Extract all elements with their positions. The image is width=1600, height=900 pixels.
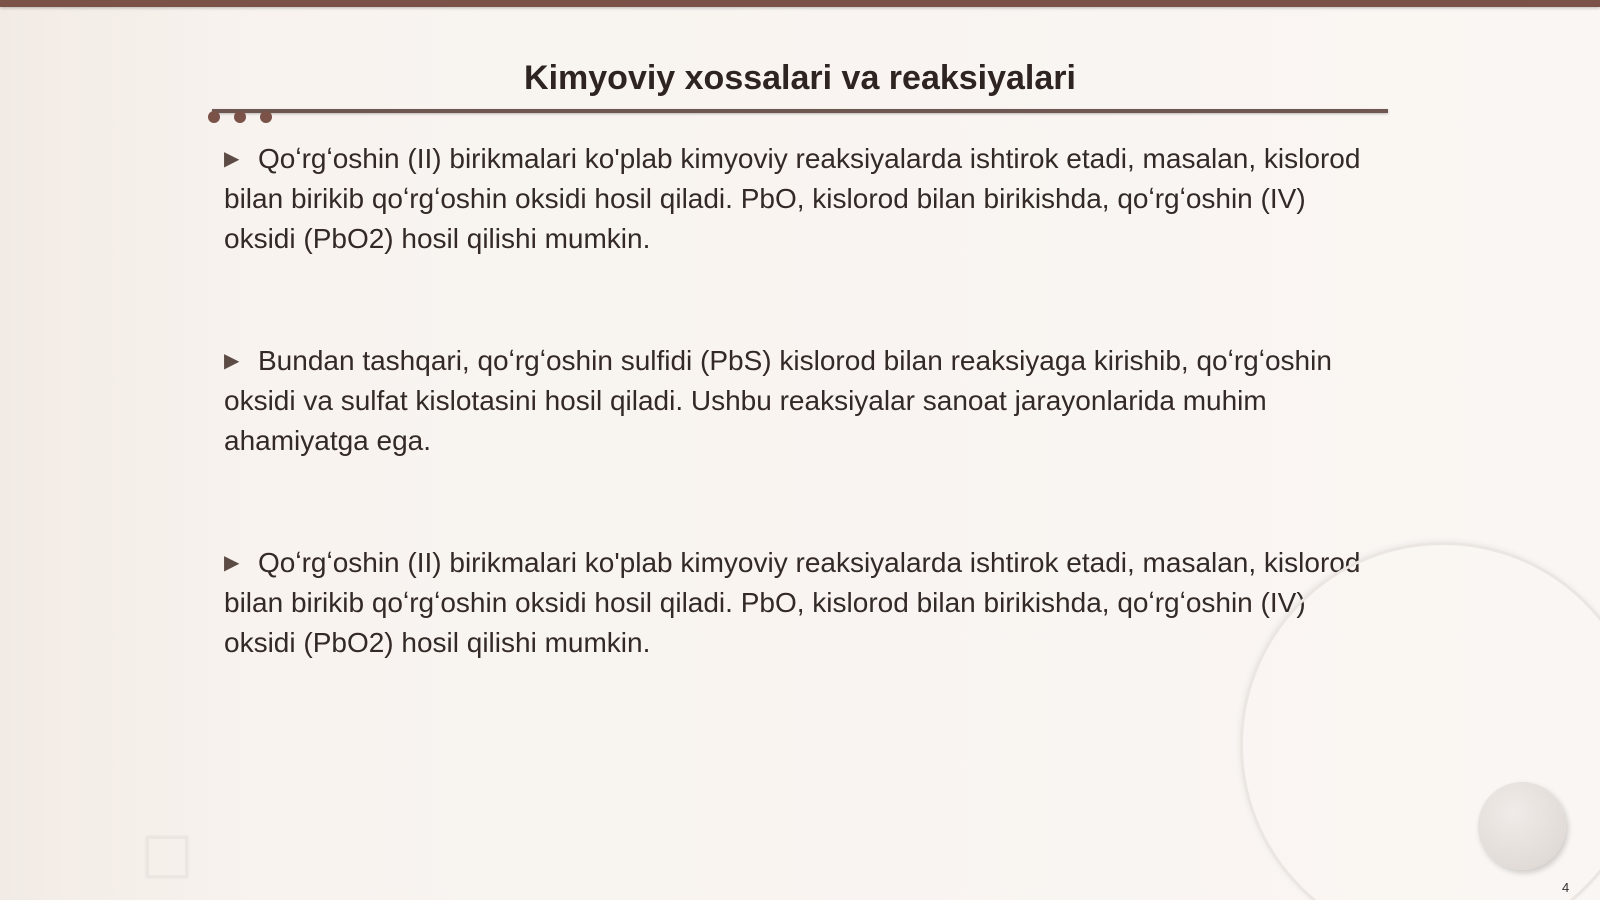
slide-title: Kimyoviy xossalari va reaksiyalari (524, 59, 1076, 97)
bullet-list (224, 139, 1364, 745)
page-number: 4 (1562, 880, 1570, 895)
bullet-text: Qoʻrgʻoshin (II) birikmalari ko'plab kimyoviy reaksiyalarda ishtirok etadi, masalan, kislorod bilan birikib qoʻrgʻoshin oksidi hosil qiladi. PbO, kislorod bilan birikishda, qoʻrgʻoshin (IV) oksidi (PbO2) hosil qilishi mumkin. (224, 143, 1361, 254)
bullet-text: Bundan tashqari, qoʻrgʻoshin sulfidi (PbS) kislorod bilan reaksiyaga kirishib, qoʻrgʻoshin oksidi va sulfat kislotasini hosil qiladi. Ushbu reaksiyalar sanoat jarayonlarida muhim ahamiyatga ega. (224, 345, 1332, 456)
decorative-square-outline (146, 836, 188, 878)
decorative-dot-3 (260, 111, 272, 123)
bullet-arrow-icon: ▶ (224, 552, 240, 574)
bullet-paragraph (224, 139, 1364, 259)
decorative-circle-filled (1478, 782, 1566, 870)
bullet-paragraph (224, 543, 1364, 663)
decorative-dot-2 (234, 111, 246, 123)
bullet-text: Qoʻrgʻoshin (II) birikmalari ko'plab kimyoviy reaksiyalarda ishtirok etadi, masalan, kislorod bilan birikib qoʻrgʻoshin oksidi hosil qiladi. PbO, kislorod bilan birikishda, qoʻrgʻoshin (IV) oksidi (PbO2) hosil qilishi mumkin. (224, 547, 1361, 658)
top-accent-bar (0, 0, 1600, 7)
bullet-arrow-icon: ▶ (224, 148, 240, 170)
bullet-paragraph (224, 341, 1364, 461)
decorative-dot-1 (208, 111, 220, 123)
bullet-arrow-icon: ▶ (224, 350, 240, 372)
title-underline (212, 109, 1388, 113)
